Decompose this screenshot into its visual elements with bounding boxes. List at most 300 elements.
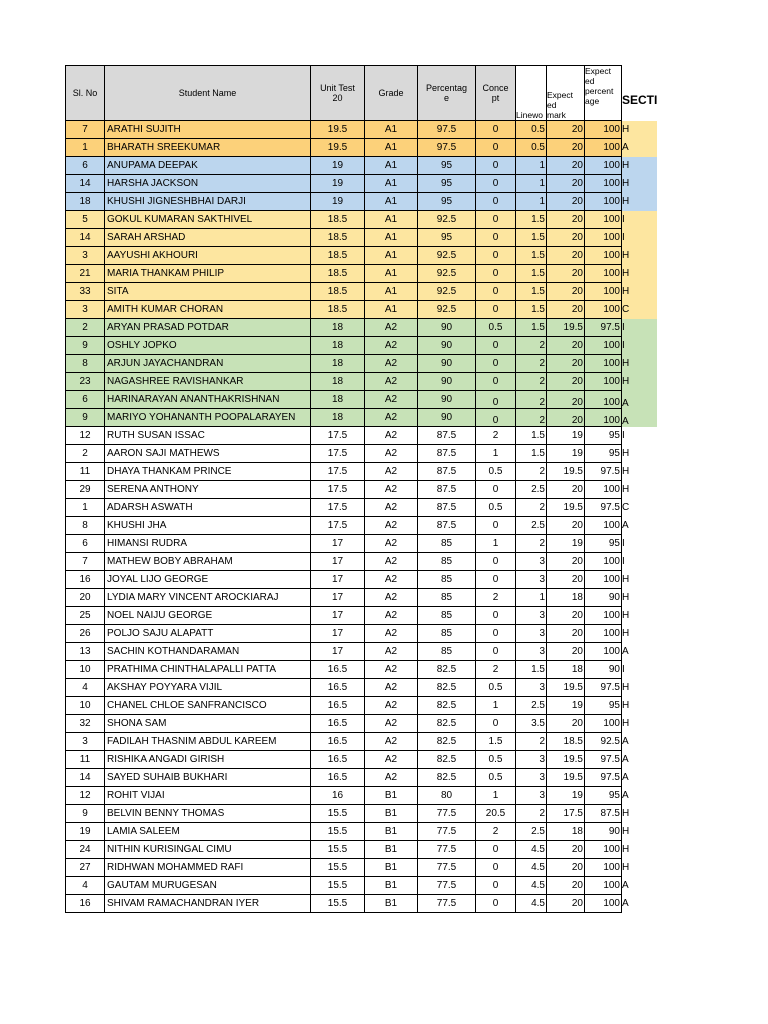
unit-test-cell: 17.5	[311, 517, 365, 535]
student-name-cell: SARAH ARSHAD	[105, 229, 311, 247]
linework-cell: 0.5	[516, 139, 547, 157]
student-name-cell: AKSHAY POYYARA VIJIL	[105, 679, 311, 697]
unit-test-cell: 19.5	[311, 139, 365, 157]
section-cell: A	[622, 391, 658, 409]
grade-cell: A1	[365, 175, 418, 193]
percentage-cell: 77.5	[418, 823, 476, 841]
unit-test-cell: 17.5	[311, 481, 365, 499]
expected-percentage-cell: 100	[585, 607, 622, 625]
section-cell: H	[622, 841, 658, 859]
table-row	[66, 877, 658, 895]
section-cell: H	[622, 265, 658, 283]
table-row	[66, 679, 658, 697]
table-row	[66, 715, 658, 733]
sl-no-cell: 24	[66, 841, 105, 859]
percentage-cell: 82.5	[418, 733, 476, 751]
student-name-cell: ANUPAMA DEEPAK	[105, 157, 311, 175]
col-header-unit-test: Unit Test 20	[311, 66, 365, 121]
expected-mark-cell: 20	[547, 517, 585, 535]
table-row	[66, 139, 658, 157]
unit-test-cell: 17	[311, 535, 365, 553]
grade-cell: A2	[365, 445, 418, 463]
section-cell: H	[622, 373, 658, 391]
student-name-cell: ROHIT VIJAI	[105, 787, 311, 805]
student-name-cell: BHARATH SREEKUMAR	[105, 139, 311, 157]
expected-percentage-cell: 95	[585, 535, 622, 553]
expected-mark-cell: 20	[547, 625, 585, 643]
percentage-cell: 85	[418, 589, 476, 607]
grade-cell: B1	[365, 841, 418, 859]
unit-test-cell: 17	[311, 625, 365, 643]
col-header-expected-percentage: Expect ed percent age	[585, 66, 622, 121]
table-row	[66, 427, 658, 445]
grade-cell: A2	[365, 679, 418, 697]
student-name-cell: MARIA THANKAM PHILIP	[105, 265, 311, 283]
linework-cell: 3	[516, 751, 547, 769]
percentage-cell: 85	[418, 625, 476, 643]
concept-cell: 0	[476, 391, 516, 409]
unit-test-cell: 18	[311, 373, 365, 391]
expected-mark-cell: 18	[547, 661, 585, 679]
table-row	[66, 391, 658, 409]
percentage-cell: 90	[418, 373, 476, 391]
expected-mark-cell: 20	[547, 229, 585, 247]
percentage-cell: 87.5	[418, 481, 476, 499]
linework-cell: 4.5	[516, 841, 547, 859]
expected-percentage-cell: 95	[585, 697, 622, 715]
grade-cell: A2	[365, 661, 418, 679]
expected-percentage-cell: 90	[585, 661, 622, 679]
table-row	[66, 301, 658, 319]
linework-cell: 4.5	[516, 877, 547, 895]
grade-cell: A1	[365, 211, 418, 229]
sl-no-cell: 2	[66, 319, 105, 337]
concept-cell: 1	[476, 535, 516, 553]
expected-mark-cell: 20	[547, 895, 585, 913]
sl-no-cell: 6	[66, 391, 105, 409]
student-name-cell: SHONA SAM	[105, 715, 311, 733]
concept-cell: 0	[476, 265, 516, 283]
linework-cell: 3	[516, 607, 547, 625]
expected-mark-cell: 19	[547, 445, 585, 463]
concept-cell: 0	[476, 715, 516, 733]
unit-test-cell: 18	[311, 355, 365, 373]
section-cell: A	[622, 877, 658, 895]
expected-mark-cell: 19.5	[547, 751, 585, 769]
student-name-cell: AMITH KUMAR CHORAN	[105, 301, 311, 319]
sl-no-cell: 25	[66, 607, 105, 625]
table-row	[66, 373, 658, 391]
section-cell: H	[622, 679, 658, 697]
grade-cell: B1	[365, 805, 418, 823]
linework-cell: 1	[516, 193, 547, 211]
sl-no-cell: 16	[66, 895, 105, 913]
grade-cell: A2	[365, 517, 418, 535]
section-cell: A	[622, 787, 658, 805]
percentage-cell: 77.5	[418, 859, 476, 877]
col-header-student-name: Student Name	[105, 66, 311, 121]
expected-mark-cell: 19	[547, 787, 585, 805]
section-cell: H	[622, 175, 658, 193]
grade-cell: A2	[365, 337, 418, 355]
expected-percentage-cell: 100	[585, 139, 622, 157]
student-name-cell: HIMANSI RUDRA	[105, 535, 311, 553]
section-cell: I	[622, 661, 658, 679]
unit-test-cell: 15.5	[311, 895, 365, 913]
linework-cell: 3	[516, 769, 547, 787]
unit-test-cell: 16.5	[311, 733, 365, 751]
student-name-cell: RISHIKA ANGADI GIRISH	[105, 751, 311, 769]
student-name-cell: ARATHI SUJITH	[105, 121, 311, 139]
linework-cell: 2.5	[516, 697, 547, 715]
grade-cell: A2	[365, 571, 418, 589]
unit-test-cell: 15.5	[311, 877, 365, 895]
expected-percentage-cell: 95	[585, 445, 622, 463]
unit-test-cell: 17.5	[311, 463, 365, 481]
student-name-cell: POLJO SAJU ALAPATT	[105, 625, 311, 643]
percentage-cell: 82.5	[418, 661, 476, 679]
sl-no-cell: 29	[66, 481, 105, 499]
concept-cell: 0	[476, 139, 516, 157]
table-row	[66, 193, 658, 211]
table-row	[66, 841, 658, 859]
concept-cell: 0	[476, 859, 516, 877]
linework-cell: 1.5	[516, 229, 547, 247]
sl-no-cell: 12	[66, 787, 105, 805]
sl-no-cell: 23	[66, 373, 105, 391]
sl-no-cell: 14	[66, 769, 105, 787]
col-header-percentage: Percentag e	[418, 66, 476, 121]
percentage-cell: 92.5	[418, 265, 476, 283]
section-cell: A	[622, 517, 658, 535]
section-cell: H	[622, 823, 658, 841]
concept-cell: 0	[476, 211, 516, 229]
unit-test-cell: 16	[311, 787, 365, 805]
table-row	[66, 895, 658, 913]
section-cell: C	[622, 301, 658, 319]
expected-percentage-cell: 100	[585, 625, 622, 643]
expected-percentage-cell: 97.5	[585, 463, 622, 481]
section-cell: A	[622, 733, 658, 751]
percentage-cell: 90	[418, 409, 476, 427]
expected-mark-cell: 20	[547, 283, 585, 301]
student-name-cell: RIDHWAN MOHAMMED RAFI	[105, 859, 311, 877]
student-name-cell: LAMIA SALEEM	[105, 823, 311, 841]
grade-cell: A2	[365, 625, 418, 643]
expected-percentage-cell: 100	[585, 175, 622, 193]
sl-no-cell: 32	[66, 715, 105, 733]
table-row	[66, 517, 658, 535]
percentage-cell: 97.5	[418, 139, 476, 157]
student-name-cell: RUTH SUSAN ISSAC	[105, 427, 311, 445]
unit-test-cell: 18.5	[311, 211, 365, 229]
section-cell: H	[622, 571, 658, 589]
concept-cell: 0	[476, 553, 516, 571]
concept-cell: 0	[476, 877, 516, 895]
expected-percentage-cell: 87.5	[585, 805, 622, 823]
expected-percentage-cell: 100	[585, 481, 622, 499]
expected-mark-cell: 20	[547, 301, 585, 319]
section-cell: H	[622, 283, 658, 301]
student-name-cell: JOYAL LIJO GEORGE	[105, 571, 311, 589]
student-name-cell: NAGASHREE RAVISHANKAR	[105, 373, 311, 391]
linework-cell: 3.5	[516, 715, 547, 733]
col-header-sl-no: Sl. No	[66, 66, 105, 121]
table-row	[66, 229, 658, 247]
expected-percentage-cell: 100	[585, 643, 622, 661]
unit-test-cell: 18.5	[311, 229, 365, 247]
grade-cell: A1	[365, 139, 418, 157]
section-cell: I	[622, 337, 658, 355]
concept-cell: 0	[476, 121, 516, 139]
unit-test-cell: 17	[311, 571, 365, 589]
student-name-cell: AARON SAJI MATHEWS	[105, 445, 311, 463]
expected-mark-cell: 19	[547, 535, 585, 553]
unit-test-cell: 16.5	[311, 679, 365, 697]
grade-cell: A2	[365, 553, 418, 571]
section-cell: A	[622, 139, 658, 157]
table-row	[66, 121, 658, 139]
grade-cell: A2	[365, 463, 418, 481]
grade-cell: A2	[365, 769, 418, 787]
table-row	[66, 157, 658, 175]
grade-cell: B1	[365, 787, 418, 805]
linework-cell: 3	[516, 553, 547, 571]
table-row	[66, 571, 658, 589]
expected-percentage-cell: 90	[585, 823, 622, 841]
unit-test-cell: 18	[311, 337, 365, 355]
grade-cell: A2	[365, 643, 418, 661]
expected-mark-cell: 20	[547, 391, 585, 409]
student-name-cell: OSHLY JOPKO	[105, 337, 311, 355]
sl-no-cell: 14	[66, 175, 105, 193]
percentage-cell: 82.5	[418, 715, 476, 733]
expected-percentage-cell: 100	[585, 121, 622, 139]
section-cell: H	[622, 481, 658, 499]
table-row	[66, 643, 658, 661]
percentage-cell: 95	[418, 229, 476, 247]
unit-test-cell: 17.5	[311, 499, 365, 517]
sl-no-cell: 2	[66, 445, 105, 463]
student-name-cell: HARINARAYAN ANANTHAKRISHNAN	[105, 391, 311, 409]
percentage-cell: 90	[418, 319, 476, 337]
grade-cell: A1	[365, 157, 418, 175]
linework-cell: 1.5	[516, 265, 547, 283]
unit-test-cell: 18.5	[311, 247, 365, 265]
linework-cell: 2	[516, 499, 547, 517]
grade-cell: A2	[365, 733, 418, 751]
table-row	[66, 265, 658, 283]
table-row	[66, 535, 658, 553]
expected-mark-cell: 19	[547, 697, 585, 715]
sl-no-cell: 21	[66, 265, 105, 283]
concept-cell: 0	[476, 193, 516, 211]
expected-percentage-cell: 100	[585, 157, 622, 175]
concept-cell: 0.5	[476, 499, 516, 517]
expected-mark-cell: 19.5	[547, 769, 585, 787]
percentage-cell: 95	[418, 175, 476, 193]
sl-no-cell: 1	[66, 139, 105, 157]
expected-mark-cell: 19.5	[547, 499, 585, 517]
table-row	[66, 211, 658, 229]
grade-cell: B1	[365, 895, 418, 913]
grade-cell: A1	[365, 283, 418, 301]
table-row	[66, 283, 658, 301]
concept-cell: 0.5	[476, 751, 516, 769]
linework-cell: 2.5	[516, 481, 547, 499]
linework-cell: 2	[516, 805, 547, 823]
linework-cell: 2.5	[516, 823, 547, 841]
sl-no-cell: 9	[66, 805, 105, 823]
sl-no-cell: 11	[66, 751, 105, 769]
student-name-cell: CHANEL CHLOE SANFRANCISCO	[105, 697, 311, 715]
grade-cell: A2	[365, 409, 418, 427]
percentage-cell: 82.5	[418, 679, 476, 697]
unit-test-cell: 18	[311, 319, 365, 337]
unit-test-cell: 15.5	[311, 805, 365, 823]
linework-cell: 3	[516, 787, 547, 805]
sl-no-cell: 5	[66, 211, 105, 229]
unit-test-cell: 19	[311, 175, 365, 193]
table-row	[66, 769, 658, 787]
expected-mark-cell: 20	[547, 409, 585, 427]
linework-cell: 2	[516, 373, 547, 391]
concept-cell: 20.5	[476, 805, 516, 823]
section-cell: H	[622, 355, 658, 373]
concept-cell: 0	[476, 895, 516, 913]
expected-mark-cell: 20	[547, 175, 585, 193]
col-header-concept: Conce pt	[476, 66, 516, 121]
col-header-section: SECTI	[622, 66, 658, 121]
concept-cell: 0	[476, 373, 516, 391]
sl-no-cell: 26	[66, 625, 105, 643]
concept-cell: 0.5	[476, 679, 516, 697]
sl-no-cell: 8	[66, 517, 105, 535]
student-name-cell: ARJUN JAYACHANDRAN	[105, 355, 311, 373]
concept-cell: 0	[476, 841, 516, 859]
concept-cell: 1	[476, 787, 516, 805]
grade-cell: B1	[365, 823, 418, 841]
percentage-cell: 87.5	[418, 499, 476, 517]
student-name-cell: HARSHA JACKSON	[105, 175, 311, 193]
grade-cell: B1	[365, 859, 418, 877]
table-row	[66, 589, 658, 607]
expected-percentage-cell: 90	[585, 589, 622, 607]
concept-cell: 1	[476, 445, 516, 463]
table-row	[66, 661, 658, 679]
linework-cell: 3	[516, 625, 547, 643]
section-cell: I	[622, 319, 658, 337]
expected-percentage-cell: 100	[585, 247, 622, 265]
expected-percentage-cell: 100	[585, 715, 622, 733]
table-row	[66, 463, 658, 481]
grade-cell: A2	[365, 697, 418, 715]
linework-cell: 3	[516, 571, 547, 589]
sl-no-cell: 9	[66, 409, 105, 427]
linework-cell: 1.5	[516, 445, 547, 463]
sl-no-cell: 8	[66, 355, 105, 373]
concept-cell: 0	[476, 301, 516, 319]
concept-cell: 0	[476, 283, 516, 301]
section-cell: H	[622, 193, 658, 211]
expected-mark-cell: 20	[547, 193, 585, 211]
concept-cell: 0	[476, 607, 516, 625]
section-cell: A	[622, 751, 658, 769]
table-row	[66, 805, 658, 823]
section-cell: I	[622, 229, 658, 247]
grade-cell: A1	[365, 193, 418, 211]
expected-percentage-cell: 100	[585, 265, 622, 283]
unit-test-cell: 18.5	[311, 301, 365, 319]
table-row	[66, 751, 658, 769]
concept-cell: 0	[476, 571, 516, 589]
sl-no-cell: 18	[66, 193, 105, 211]
linework-cell: 4.5	[516, 859, 547, 877]
expected-percentage-cell: 100	[585, 517, 622, 535]
concept-cell: 2	[476, 427, 516, 445]
expected-percentage-cell: 100	[585, 841, 622, 859]
table-row	[66, 337, 658, 355]
table-row	[66, 247, 658, 265]
student-name-cell: SITA	[105, 283, 311, 301]
section-cell: I	[622, 535, 658, 553]
unit-test-cell: 17.5	[311, 427, 365, 445]
linework-cell: 4.5	[516, 895, 547, 913]
section-cell: H	[622, 607, 658, 625]
unit-test-cell: 15.5	[311, 859, 365, 877]
table-row	[66, 445, 658, 463]
expected-mark-cell: 20	[547, 157, 585, 175]
linework-cell: 1.5	[516, 211, 547, 229]
unit-test-cell: 15.5	[311, 823, 365, 841]
unit-test-cell: 17	[311, 607, 365, 625]
expected-percentage-cell: 100	[585, 283, 622, 301]
percentage-cell: 82.5	[418, 751, 476, 769]
student-name-cell: KHUSHI JIGNESHBHAI DARJI	[105, 193, 311, 211]
unit-test-cell: 19.5	[311, 121, 365, 139]
grade-cell: A2	[365, 607, 418, 625]
concept-cell: 1.5	[476, 733, 516, 751]
percentage-cell: 95	[418, 157, 476, 175]
table-row	[66, 355, 658, 373]
col-header-expected-mark: Expect ed mark	[547, 66, 585, 121]
unit-test-cell: 19	[311, 157, 365, 175]
concept-cell: 0	[476, 517, 516, 535]
percentage-cell: 77.5	[418, 805, 476, 823]
section-cell: H	[622, 121, 658, 139]
concept-cell: 2	[476, 589, 516, 607]
section-cell: A	[622, 643, 658, 661]
expected-percentage-cell: 100	[585, 553, 622, 571]
sl-no-cell: 7	[66, 121, 105, 139]
student-name-cell: KHUSHI JHA	[105, 517, 311, 535]
table-row	[66, 733, 658, 751]
percentage-cell: 87.5	[418, 445, 476, 463]
section-cell: A	[622, 769, 658, 787]
marks-table	[65, 65, 657, 913]
section-cell: H	[622, 715, 658, 733]
percentage-cell: 85	[418, 535, 476, 553]
expected-mark-cell: 20	[547, 211, 585, 229]
section-cell: H	[622, 463, 658, 481]
concept-cell: 0	[476, 481, 516, 499]
sl-no-cell: 10	[66, 697, 105, 715]
percentage-cell: 77.5	[418, 877, 476, 895]
expected-mark-cell: 20	[547, 247, 585, 265]
expected-percentage-cell: 92.5	[585, 733, 622, 751]
expected-mark-cell: 20	[547, 841, 585, 859]
percentage-cell: 82.5	[418, 697, 476, 715]
